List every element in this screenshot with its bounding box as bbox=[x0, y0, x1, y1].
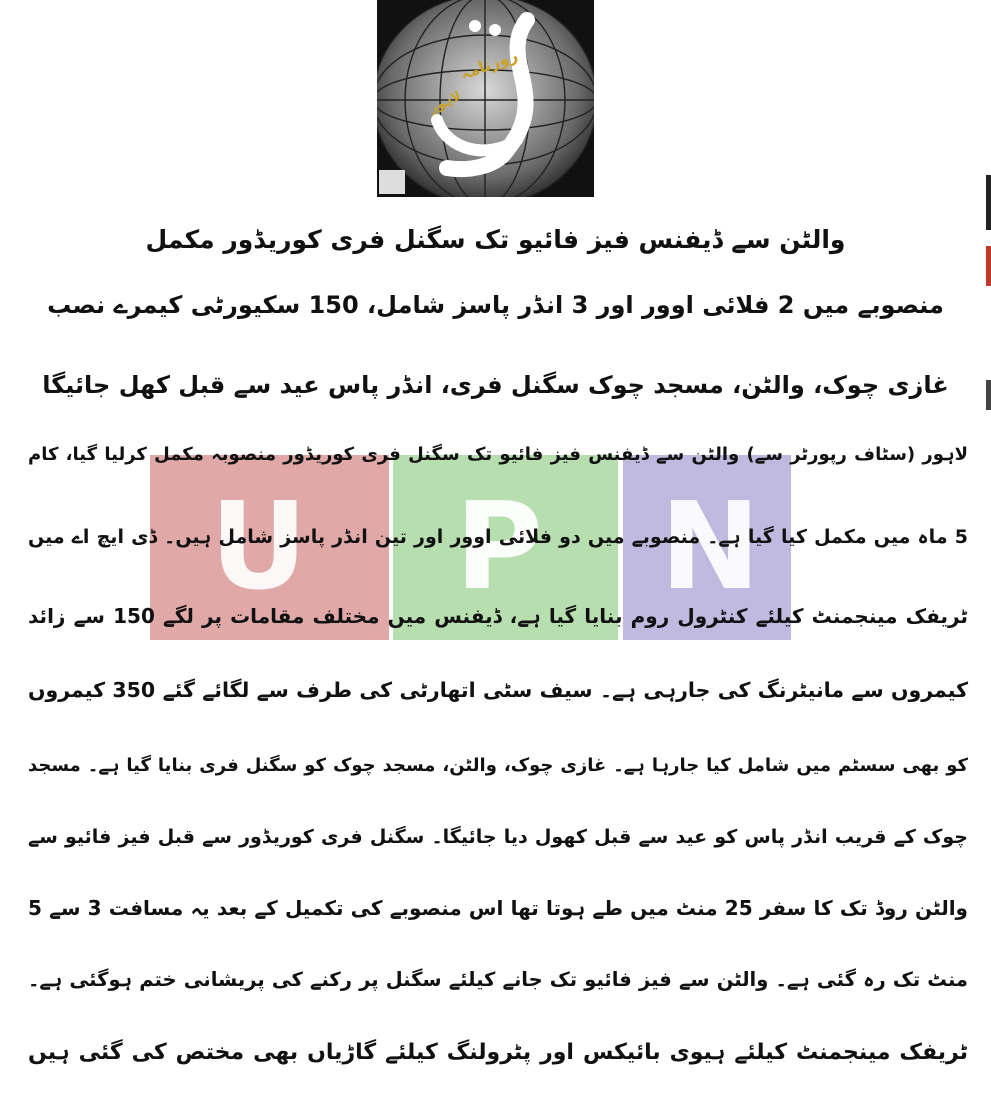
sub-headline: منصوبے میں 2 فلائی اوور اور 3 انڈر پاسز شامل، 150 سکیورٹی کیمرے نصب bbox=[47, 291, 944, 319]
article-line: چوک کے قریب انڈر پاس کو عید سے قبل کھول دیا جائیگا۔ سگنل فری کوریڈور سے قبل فیز فائیو سے bbox=[28, 826, 968, 848]
article-line: کیمروں سے مانیٹرنگ کی جارہی ہے۔ سیف سٹی اتھارٹی کی طرف سے لگائے گئے 350 کیمروں bbox=[28, 678, 968, 702]
logo-subtext: روزنامہ bbox=[457, 45, 521, 84]
article-line: ٹریفک مینجمنٹ کیلئے کنٹرول روم بنایا گیا ہے، ڈیفنس میں مختلف مقامات پر لگے 150 سے زائد bbox=[28, 604, 968, 628]
edge-mark bbox=[986, 175, 991, 230]
watermark-letter: U bbox=[210, 478, 308, 617]
logo-city: لاہور bbox=[427, 88, 464, 117]
article-line: منٹ تک رہ گئی ہے۔ والٹن سے فیز فائیو تک جانے کیلئے سگنل پر رکنے کی پریشانی ختم ہوگئی ہے۔ bbox=[28, 968, 968, 991]
dunya-logo bbox=[377, 0, 594, 197]
article-line: لاہور (سٹاف رپورٹر سے) والٹن سے ڈیفنس فیز فائیو تک سگنل فری کوریڈور منصوبہ مکمل کرلیا گیا، کام bbox=[28, 444, 968, 465]
sub-headline: غازی چوک، والٹن، مسجد چوک سگنل فری، انڈر پاس عید سے قبل کھل جائیگا bbox=[42, 371, 949, 399]
main-headline: والٹن سے ڈیفنس فیز فائیو تک سگنل فری کوریڈور مکمل bbox=[145, 225, 846, 254]
article-line: ٹریفک مینجمنٹ کیلئے ہیوی بائیکس اور پٹرولنگ کیلئے گاڑیاں بھی مختص کی گئی ہیں bbox=[28, 1040, 968, 1065]
article-line: والٹن روڈ تک کا سفر 25 منٹ میں طے ہوتا تھا اس منصوبے کی تکمیل کے بعد یہ مسافت 3 سے 5 bbox=[28, 896, 968, 920]
watermark-letter: N bbox=[660, 478, 761, 617]
article-line: کو بھی سسٹم میں شامل کیا جارہا ہے۔ غازی چوک، والٹن، مسجد چوک کو سگنل فری بنایا گیا ہے۔ مسجد bbox=[28, 755, 968, 776]
globe-logo-graphic bbox=[377, 0, 594, 197]
article-line: 5 ماہ میں مکمل کیا گیا ہے۔ منصوبے میں دو فلائی اوور اور تین انڈر پاسز شامل ہیں۔ ڈی ایچ اے میں bbox=[28, 526, 968, 548]
watermark-letter: P bbox=[455, 478, 543, 617]
